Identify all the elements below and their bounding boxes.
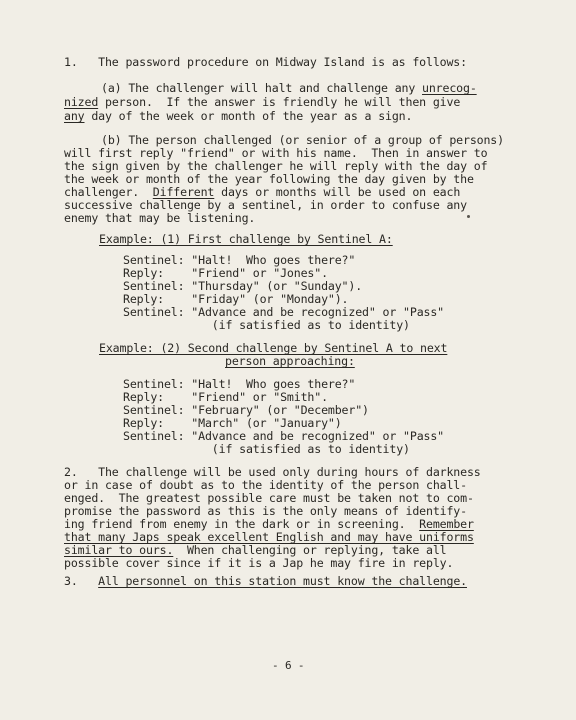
- para1b-line6: successive challenge by a sentinel, in order to confuse any: [64, 198, 467, 212]
- example2-heading: Example: (2) Second challenge by Sentinel A to next: [99, 341, 448, 355]
- example2-line: (if satisfied as to identity): [123, 442, 410, 456]
- para1b-text: challenger.: [64, 185, 153, 199]
- para1a-text: (a) The challenger will halt and challenge any: [101, 81, 423, 95]
- example1-line: Reply: "Friday" (or "Monday").: [123, 292, 349, 306]
- para2-text2: When challenging or replying, take all: [173, 543, 447, 557]
- example1-line: (if satisfied as to identity): [123, 318, 410, 332]
- stray-ink-mark: [467, 215, 470, 218]
- para1b-line1: (b) The person challenged (or senior of a group of persons): [101, 133, 504, 147]
- para3-underlined-text: All personnel on this station must know the challenge.: [98, 574, 467, 588]
- para2-line2: or in case of doubt as to the identity of the person chall-: [64, 478, 467, 492]
- para2-line6: that many Japs speak excellent English and may have uniforms: [64, 530, 474, 544]
- para2-line3: enged. The greatest possible care must be taken not to com-: [64, 491, 474, 505]
- para1a-underlined-unrecog: unrecog-: [422, 81, 477, 95]
- para1a-text2: person. If the answer is friendly he will then give: [98, 95, 461, 109]
- para3-line: [64, 575, 467, 587]
- para2-underlined-remember: Remember: [419, 517, 474, 531]
- para1-heading: 1. The password procedure on Midway Island is as follows:: [64, 55, 467, 69]
- example1-line: Sentinel: "Advance and be recognized" or "Pass": [123, 305, 445, 319]
- para2-line1: 2. The challenge will be used only during hours of darkness: [64, 465, 481, 479]
- para2-line8: possible cover since if it is a Jap he may fire in reply.: [64, 556, 454, 570]
- example2-line: Reply: "Friend" or "Smith".: [123, 390, 328, 404]
- para1a-line1: [101, 82, 477, 94]
- para2-line5: [64, 518, 474, 530]
- para2-text: ing friend from enemy in the dark or in screening.: [64, 517, 420, 531]
- example1-line: Sentinel: "Halt! Who goes there?": [123, 253, 356, 267]
- example2-line: Sentinel: "Advance and be recognized" or "Pass": [123, 429, 445, 443]
- example2-line: Sentinel: "February" (or "December"): [123, 403, 369, 417]
- example1-line: Reply: "Friend" or "Jones".: [123, 266, 328, 280]
- para1b-line7: enemy that may be listening.: [64, 211, 256, 225]
- para1b-line5: [64, 186, 460, 198]
- example2-line: Reply: "March" (or "January"): [123, 416, 342, 430]
- example1-heading: Example: (1) First challenge by Sentinel A:: [99, 232, 393, 246]
- example1-line: Sentinel: "Thursday" (or "Sunday").: [123, 279, 363, 293]
- para1a-line2: [64, 96, 460, 108]
- para1a-underlined-any: any: [64, 109, 85, 123]
- para3-number: 3.: [64, 574, 99, 588]
- para1b-text2: days or months will be used on each: [214, 185, 461, 199]
- para1b-line2: will first reply "friend" or with his name. Then in answer to: [64, 146, 488, 160]
- example2-line: Sentinel: "Halt! Who goes there?": [123, 377, 356, 391]
- para1a-text3: day of the week or month of the year as a sign.: [84, 109, 413, 123]
- para1a-underlined-nized: nized: [64, 95, 99, 109]
- para2-underlined-similar: similar to ours.: [64, 543, 174, 557]
- page-number: - 6 -: [272, 659, 305, 672]
- para1b-underlined-different: Different: [152, 185, 215, 199]
- para1b-line4: the week or month of the year following the day given by the: [64, 172, 474, 186]
- para1b-line3: the sign given by the challenger he will reply with the day of: [64, 159, 488, 173]
- para2-line4: promise the password as this is the only means of identify-: [64, 504, 467, 518]
- para2-line7: [64, 544, 446, 556]
- example2-heading-cont: person approaching:: [225, 354, 355, 368]
- para1a-line3: [64, 110, 412, 122]
